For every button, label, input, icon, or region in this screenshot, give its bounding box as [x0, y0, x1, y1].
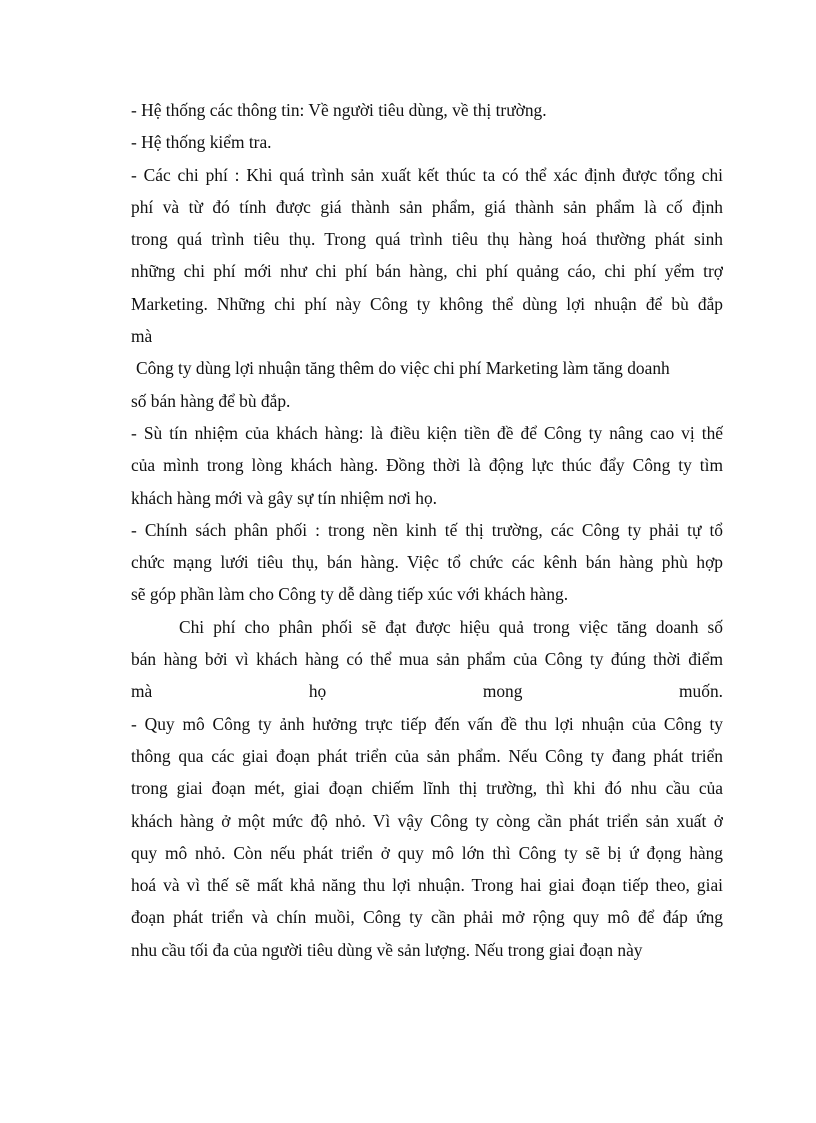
text-line: những chi phí mới như chi phí bán hàng, chi phí quảng cáo, chi phí yểm trợ [131, 261, 723, 282]
text-line: khách hàng ở một mức độ nhỏ. Vì vậy Công ty còng cần phát triển sản xuất ở [131, 810, 723, 831]
text-line: Chi phí cho phân phối sẽ đạt được hiệu quả trong việc tăng doanh số [179, 616, 723, 637]
text-line: Marketing. Những chi phí này Công ty không thể dùng lợi nhuận để bù đắp [131, 293, 723, 314]
text-line: Công ty dùng lợi nhuận tăng thêm do việc chi phí Marketing làm tăng doanh [136, 358, 670, 379]
text-line: khách hàng mới và gây sự tín nhiệm nơi họ. [131, 487, 438, 508]
text-line: - Hệ thống kiểm tra. [131, 132, 272, 153]
text-line: trong quá trình tiêu thụ. Trong quá trình tiêu thụ hàng hoá thường phát sinh [131, 229, 723, 250]
document-page [131, 94, 723, 966]
text-line: - Chính sách phân phối : trong nền kinh tế thị trường, các Công ty phải tự tổ [131, 519, 723, 540]
text-line: nhu cầu tối đa của người tiêu dùng về sản lượng. Nếu trong giai đoạn này [131, 939, 643, 960]
text-line: trong giai đoạn mét, giai đoạn chiếm lĩnh thị trường, thì khi đó nhu cầu của [131, 778, 723, 799]
text-line: sẽ góp phần làm cho Công ty dễ dàng tiếp xúc với khách hàng. [131, 584, 569, 605]
text-line: thông qua các giai đoạn phát triển của sản phẩm. Nếu Công ty đang phát triển [131, 745, 723, 766]
text-line: bán hàng bởi vì khách hàng có thể mua sản phẩm của Công ty đúng thời điểm [131, 649, 723, 670]
text-line: hoá và vì thế sẽ mất khả năng thu lợi nhuận. Trong hai giai đoạn tiếp theo, giai [131, 875, 723, 896]
text-line: đoạn phát triển và chín muồi, Công ty cần phải mở rộng quy mô để đáp ứng [131, 907, 723, 928]
text-line: của mình trong lòng khách hàng. Đồng thời là động lực thúc đẩy Công ty tìm [131, 455, 723, 476]
text-line: - Quy mô Công ty ảnh hưởng trực tiếp đến vấn đề thu lợi nhuận của Công ty [131, 713, 723, 734]
text-line: mà họ mong muốn. [131, 681, 723, 702]
text-line: mà [131, 326, 153, 347]
text-line: phí và từ đó tính được giá thành sản phẩm, giá thành sản phẩm là cố định [131, 196, 723, 217]
text-line: số bán hàng để bù đắp. [131, 390, 291, 411]
text-line: - Hệ thống các thông tin: Về người tiêu dùng, về thị trường. [131, 100, 547, 120]
text-line: chức mạng lưới tiêu thụ, bán hàng. Việc tổ chức các kênh bán hàng phù hợp [131, 552, 723, 573]
text-line: quy mô nhỏ. Còn nếu phát triển ở quy mô lớn thì Công ty sẽ bị ứ đọng hàng [131, 842, 723, 863]
text-line: - Sù tín nhiệm của khách hàng: là điều kiện tiền đề để Công ty nâng cao vị thế [131, 422, 723, 443]
text-line: - Các chi phí : Khi quá trình sản xuất kết thúc ta có thể xác định được tổng chi [131, 164, 723, 185]
